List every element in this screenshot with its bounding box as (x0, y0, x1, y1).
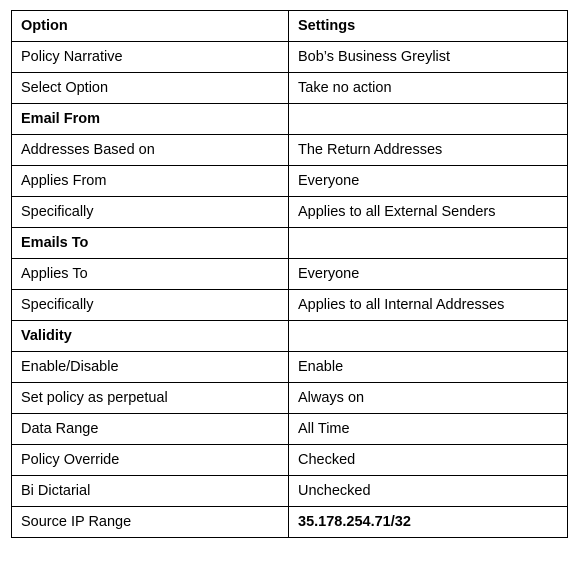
option-cell: Applies From (12, 166, 289, 197)
table-header-row (12, 11, 568, 42)
setting-cell: Always on (289, 383, 568, 414)
option-cell: Select Option (12, 73, 289, 104)
table-row (12, 73, 568, 104)
section-heading-cell: Email From (12, 104, 289, 135)
table-row (12, 445, 568, 476)
section-heading-cell: Validity (12, 321, 289, 352)
option-cell: Policy Narrative (12, 42, 289, 73)
setting-cell (289, 104, 568, 135)
section-heading-cell: Emails To (12, 228, 289, 259)
option-cell: Enable/Disable (12, 352, 289, 383)
settings-table-container (11, 10, 568, 538)
setting-cell: Unchecked (289, 476, 568, 507)
option-cell: Addresses Based on (12, 135, 289, 166)
setting-cell: The Return Addresses (289, 135, 568, 166)
setting-cell (289, 321, 568, 352)
section-row (12, 104, 568, 135)
option-cell: Data Range (12, 414, 289, 445)
header-cell-settings: Settings (289, 11, 568, 42)
setting-cell: Applies to all External Senders (289, 197, 568, 228)
header-cell-option: Option (12, 11, 289, 42)
option-cell: Specifically (12, 290, 289, 321)
section-row (12, 228, 568, 259)
table-row (12, 476, 568, 507)
section-row (12, 321, 568, 352)
setting-cell: Bob’s Business Greylist (289, 42, 568, 73)
table-row (12, 197, 568, 228)
setting-cell: Everyone (289, 259, 568, 290)
option-cell: Specifically (12, 197, 289, 228)
option-cell: Applies To (12, 259, 289, 290)
setting-cell: Take no action (289, 73, 568, 104)
table-row (12, 414, 568, 445)
policy-settings-table (11, 10, 568, 538)
table-row (12, 383, 568, 414)
option-cell: Set policy as perpetual (12, 383, 289, 414)
table-row (12, 259, 568, 290)
table-row (12, 42, 568, 73)
setting-cell: All Time (289, 414, 568, 445)
setting-cell (289, 228, 568, 259)
setting-cell: Checked (289, 445, 568, 476)
table-row (12, 166, 568, 197)
setting-cell: Everyone (289, 166, 568, 197)
setting-cell: Enable (289, 352, 568, 383)
table-row (12, 352, 568, 383)
table-row (12, 135, 568, 166)
table-row (12, 507, 568, 538)
setting-cell: 35.178.254.71/32 (289, 507, 568, 538)
option-cell: Bi Dictarial (12, 476, 289, 507)
option-cell: Source IP Range (12, 507, 289, 538)
option-cell: Policy Override (12, 445, 289, 476)
table-row (12, 290, 568, 321)
setting-cell: Applies to all Internal Addresses (289, 290, 568, 321)
